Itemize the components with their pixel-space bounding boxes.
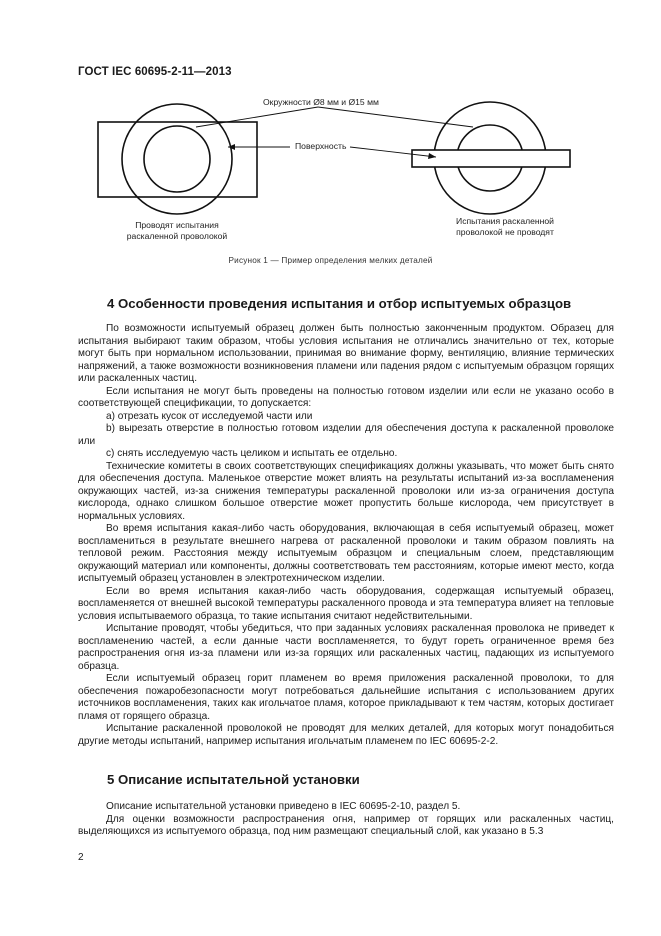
figure-1-drawing <box>0 0 661 250</box>
paragraph: Во время испытания какая-либо часть оборудования, включающая в себя испытуемый образец, может воспламениться в результате внешнего нагрева от раскаленной проволоки и таким образом повлиять на тепловой режим. Расстояния между испытуемым образцом и специальным слоем, представляющим окружающий материал или компоненты, должны соответствовать тем расстояниям, которые имеют место, когда испытуемый образец установлен в электротехническом изделии. <box>78 523 614 584</box>
section-5-body <box>78 801 614 839</box>
paragraph: Для оценки возможности распространения огня, например от горящих или раскаленных частиц, выделяющихся из испытуемого образца, под ним размещают специальный слой, как указано в 5.3 <box>78 813 614 837</box>
paragraph: Технические комитеты в своих соответствующих спецификациях должны указывать, что может быть снято для обеспечения доступа. Маленькое отверстие может влиять на результаты испытаний из-за воспламенения окружающих частей, из-за снижения температуры раскаленной проволоки или из-за ограничения доступа кислорода, однако слишком большое отверстие может пропустить больше кислорода, чем присутствует в нормальных условиях. <box>78 460 614 522</box>
paragraph: Если испытания не могут быть проведены на полностью готовом изделии или если не указано особо в соответствующей спецификации, то допускается: <box>78 385 614 409</box>
paragraph: Испытание проводят, чтобы убедиться, что при заданных условиях раскаленная проволока не приведет к воспламенению частей, а если данные части воспламеняется, то будут гореть ограниченное время без распространения огня из-за пламени или из-за горящих или раскаленных частиц, падающих из испытуемого образца. <box>78 623 614 672</box>
section-4-heading: 4 Особенности проведения испытания и отбор испытуемых образцов <box>107 296 572 311</box>
paragraph: Описание испытательной установки приведено в IEC 60695-2-10, раздел 5. <box>106 801 461 812</box>
document-code-header: ГОСТ IEC 60695-2-11—2013 <box>78 66 232 78</box>
list-item-b: b) вырезать отверстие в полностью готовом изделии для обеспечения доступа к раскаленной проволоке или <box>78 423 614 447</box>
section-5-heading: 5 Описание испытательной установки <box>107 772 360 787</box>
figure-surface-label: Поверхность <box>295 141 347 151</box>
right-caption-line-2: проволокой не проводят <box>456 227 554 237</box>
left-caption-line-2: раскаленной проволокой <box>126 231 228 241</box>
paragraph: По возможности испытуемый образец должен быть полностью законченным продуктом. Образец для испытания выбирают таким образом, чтобы условия испытания не отличались значительно от тех, которые могут быть при нормальном использовании, принимая во внимание форму, вентиляцию, влияние термических напряжений, а также возможности возникновения пламени или падения рядом с испытуемым образцом горящих или раскаленных частиц. <box>78 323 614 384</box>
list-item-a: a) отрезать кусок от исследуемой части или <box>106 410 313 422</box>
right-thin-strip-part <box>412 150 570 167</box>
right-caption-line-1: Испытания раскаленной <box>456 216 554 226</box>
leader-line-top-right <box>318 107 473 127</box>
figure-left-caption <box>110 220 244 242</box>
figure-right-caption <box>438 216 572 238</box>
paragraph: Если во время испытания какая-либо часть оборудования, содержащая испытуемый образец, воспламеняется от внешней высокой температуры раскаленного провода и эта температура влияет на тепловые условия испытываемого образца, то такие испытания считают недействительными. <box>78 585 614 622</box>
paragraph: Если испытуемый образец горит пламенем во время приложения раскаленной проволоки, то для обеспечения пожаробезопасности могут потребоваться дальнейшие испытания с использованием других источников воспламенения, таких как игольчатое пламя, которое прикладывают к тем частям, которых достигает пламя от горящего образца. <box>78 673 614 722</box>
list-item-c: c) снять исследуемую часть целиком и испытать ее отдельно. <box>106 448 398 459</box>
left-inner-circle <box>144 126 210 192</box>
paragraph: Испытание раскаленной проволокой не проводят для мелких деталей, для которых могут понадобиться другие методы испытаний, например испытания игольчатым пламенем по IEC 60695-2-2. <box>78 723 614 747</box>
left-caption-line-1: Проводят испытания <box>135 220 219 230</box>
page-number: 2 <box>78 852 84 863</box>
figure-top-label: Окружности Ø8 мм и Ø15 мм <box>263 97 379 107</box>
figure-caption: Рисунок 1 — Пример определения мелких деталей <box>228 256 433 265</box>
section-4-body <box>78 323 614 748</box>
